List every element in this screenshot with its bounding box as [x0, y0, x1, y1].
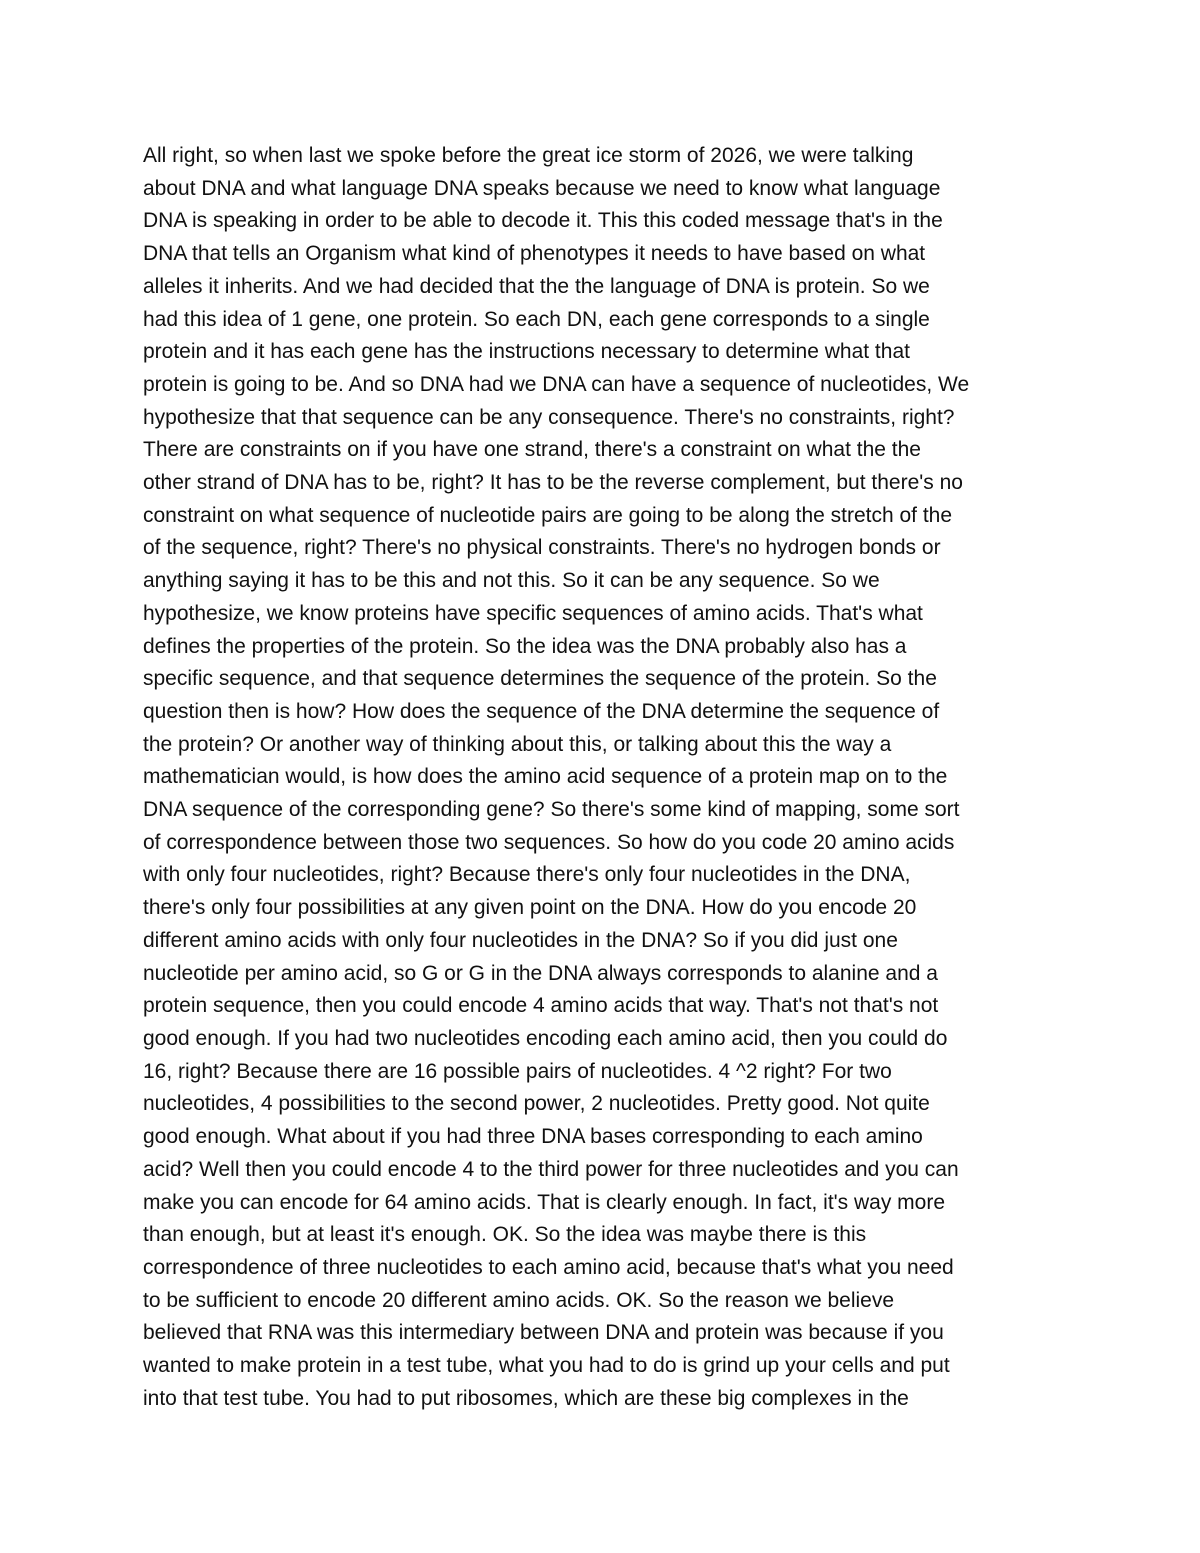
transcript-body	[143, 140, 1063, 1415]
transcript-line: into that test tube. You had to put ribosomes, which are these big complexes in the	[143, 1386, 909, 1410]
transcript-line: mathematician would, is how does the amino acid sequence of a protein map on to the	[143, 765, 948, 789]
transcript-line: constraint on what sequence of nucleotide pairs are going to be along the stretch of the	[143, 503, 953, 527]
transcript-line: different amino acids with only four nucleotides in the DNA? So if you did just one	[143, 928, 898, 952]
transcript-line: with only four nucleotides, right? Because there's only four nucleotides in the DNA,	[143, 863, 911, 887]
transcript-line: DNA sequence of the corresponding gene? So there's some kind of mapping, some sort	[143, 798, 960, 822]
transcript-line: question then is how? How does the sequence of the DNA determine the sequence of	[143, 699, 940, 723]
transcript-line: anything saying it has to be this and not this. So it can be any sequence. So we	[143, 569, 880, 593]
transcript-line: the protein? Or another way of thinking about this, or talking about this the way a	[143, 732, 892, 756]
transcript-line: good enough. What about if you had three DNA bases corresponding to each amino	[143, 1125, 923, 1149]
transcript-line: acid? Well then you could encode 4 to the third power for three nucleotides and you can	[143, 1157, 959, 1181]
transcript-line: All right, so when last we spoke before the great ice storm of 2026, we were talking	[143, 144, 914, 167]
transcript-line: nucleotides, 4 possibilities to the second power, 2 nucleotides. Pretty good. Not quite	[143, 1092, 930, 1116]
transcript-line: defines the properties of the protein. So the idea was the DNA probably also has a	[143, 634, 907, 658]
transcript-line: about DNA and what language DNA speaks because we need to know what language	[143, 176, 941, 200]
transcript-line: specific sequence, and that sequence determines the sequence of the protein. So the	[143, 667, 937, 691]
transcript-line: nucleotide per amino acid, so G or G in the DNA always corresponds to alanine and a	[143, 961, 938, 985]
transcript-line: hypothesize, we know proteins have specific sequences of amino acids. That's what	[143, 601, 923, 625]
transcript-line: there's only four possibilities at any given point on the DNA. How do you encode 20	[143, 896, 917, 920]
transcript-line: other strand of DNA has to be, right? It has to be the reverse complement, but there's no	[143, 471, 963, 495]
transcript-line: protein and it has each gene has the instructions necessary to determine what that	[143, 340, 910, 364]
transcript-line: believed that RNA was this intermediary between DNA and protein was because if you	[143, 1321, 944, 1345]
transcript-line: make you can encode for 64 amino acids. That is clearly enough. In fact, it's way more	[143, 1190, 946, 1214]
transcript-line: wanted to make protein in a test tube, what you had to do is grind up your cells and put	[143, 1354, 950, 1378]
transcript-line: to be sufficient to encode 20 different amino acids. OK. So the reason we believe	[143, 1288, 895, 1312]
transcript-line: of correspondence between those two sequences. So how do you code 20 amino acids	[143, 830, 955, 854]
transcript-line: correspondence of three nucleotides to each amino acid, because that's what you need	[143, 1255, 954, 1279]
transcript-line: good enough. If you had two nucleotides encoding each amino acid, then you could do	[143, 1026, 948, 1050]
transcript-line: protein is going to be. And so DNA had we DNA can have a sequence of nucleotides, We	[143, 372, 970, 396]
transcript-line: alleles it inherits. And we had decided that the the language of DNA is protein. So we	[143, 274, 930, 298]
transcript-line: There are constraints on if you have one strand, there's a constraint on what the the	[143, 438, 921, 462]
transcript-line: DNA is speaking in order to be able to decode it. This this coded message that's in the	[143, 209, 943, 233]
transcript-line: than enough, but at least it's enough. OK. So the idea was maybe there is this	[143, 1223, 867, 1247]
transcript-line: of the sequence, right? There's no physical constraints. There's no hydrogen bonds or	[143, 536, 941, 560]
transcript-line: protein sequence, then you could encode 4 amino acids that way. That's not that's not	[143, 994, 939, 1018]
transcript-line: 16, right? Because there are 16 possible pairs of nucleotides. 4 ^2 right? For two	[143, 1059, 892, 1083]
transcript-line: hypothesize that that sequence can be any consequence. There's no constraints, right?	[143, 405, 955, 429]
transcript-line: DNA that tells an Organism what kind of phenotypes it needs to have based on what	[143, 242, 926, 266]
transcript-line: had this idea of 1 gene, one protein. So each DN, each gene corresponds to a single	[143, 307, 930, 331]
